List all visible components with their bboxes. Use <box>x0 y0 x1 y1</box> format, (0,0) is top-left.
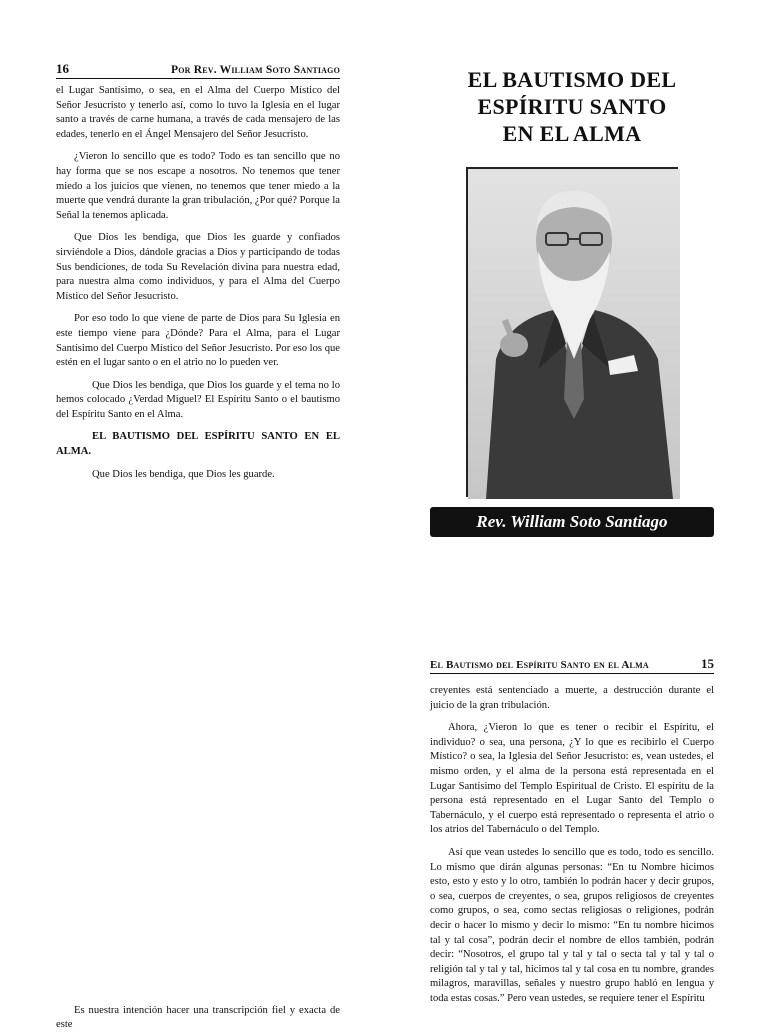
paragraph: Que Dios les bendiga, que Dios los guarde y el tema no lo hemos colocado ¿Verdad Miguel? El Espíritu Santo o el bautismo del Espíritu Santo en el Alma. <box>56 379 340 420</box>
right-page <box>430 656 714 1014</box>
running-head: El Bautismo del Espíritu Santo en el Alma <box>430 659 649 671</box>
running-head: Por Rev. William Soto Santiago <box>171 64 340 76</box>
paragraph: Ahora, ¿Vieron lo que es tener o recibir el Espíritu, el individuo? o sea, una persona, ¿Y lo que es recibirlo el Cuerpo Místico? o sea, la Iglesia del Señor Jesucristo: es, vean ustedes, el mismo orden, y el alma de la persona está representada en el Lugar Santísimo del Templo Espiritual de Cristo. El espíritu de la persona está representado en el Lugar Santo del Templo o Tabernáculo, y el cuerpo está representado o representa el atrio o los atrios del Tabernáculo o del Templo. <box>430 722 714 836</box>
page-number: 16 <box>56 61 69 76</box>
footnote: Es nuestra intención hacer una transcripción fiel y exacta de este <box>56 1005 340 1030</box>
paragraph: Así que vean ustedes lo sencillo que es todo, todo es sencillo. Lo mismo que dirán algunas personas: “En tu Nombre hicimos esto, esto y esto y lo otro, también lo podrán hacer y decir grupos, o sea, cuerpos de creyentes, o sea, grupos religiosos de creyentes como grupos, o sea, como sectas religiosas o religiones, podrán decir o hacer lo mismo y decir lo mismo: “En tu nombre hicimos tal y tal cosa”, podrán decir el nombre de ellos también, podrán decir: “Nosotros, el grupo tal y tal y tal o secta tal y tal y tal o religión tal y tal y tal, hicimos tal y tal cosa en tu nombre, grandes milagros, maravillas, señales y nuestro grupo habló en lengua y toda estas cosas.” Pero vean ustedes, se requiere tener el Espíritu <box>430 846 714 1004</box>
cover-title-line: EN EL ALMA <box>502 121 642 146</box>
author-name-bar: Rev. William Soto Santiago <box>430 507 714 537</box>
paragraph: Por eso todo lo que viene de parte de Dios para Su Iglesia en este tiempo viene para ¿Dónde? Para el Alma, para el Lugar Santísimo del Cuerpo Místico del Señor Jesucristo. Por eso los que estén en el lugar santo o en el atrio no lo pueden ver. <box>56 313 340 369</box>
cover-title-line: ESPÍRITU SANTO <box>477 94 667 119</box>
author-photo <box>466 167 678 497</box>
left-page <box>56 61 340 490</box>
author-portrait-image <box>468 169 680 499</box>
cover <box>430 66 714 537</box>
page-number: 15 <box>701 656 714 671</box>
paragraph: creyentes está sentenciado a muerte, a destrucción durante el juicio de la gran tribulación. <box>430 685 714 711</box>
right-page-header <box>430 656 714 674</box>
paragraph: el Lugar Santísimo, o sea, en el Alma del Cuerpo Místico del Señor Jesucristo y tenerlo así, como lo tuvo la Iglesia en el lugar santo a través de carne humana, a través de cada mensajero de las edades, tenerlo en el Ángel Mensajero del Señor Jesucristo. <box>56 85 340 140</box>
left-page-body <box>56 84 340 482</box>
right-page-body <box>430 684 714 1006</box>
paragraph: Que Dios les bendiga, que Dios les guarde y confiados sirviéndole a Dios, dándole gracias a Dios y participando de todas Sus bendiciones, de toda Su Revelación divina para nuestra edad, para nuestra alma como individuos, y para el Alma del Cuerpo Místico del Señor Jesucristo. <box>56 232 340 302</box>
left-page-header <box>56 61 340 79</box>
closing-line: Que Dios les bendiga, que Dios les guarde. <box>92 468 275 480</box>
section-heading: EL BAUTISMO DEL ESPÍRITU SANTO EN EL ALMA. <box>56 431 340 458</box>
paragraph: ¿Vieron lo sencillo que es todo? Todo es tan sencillo que no hay forma que se nos escape a nosotros. No tenemos que tener miedo a los juicios que vienen, no tenemos que tener miedo a la muerte que vendrá durante la gran tribulación, ¿Por qué? Porque la Señal la tenemos aplicada. <box>56 151 340 221</box>
cover-title <box>430 66 714 147</box>
cover-title-line: EL BAUTISMO DEL <box>467 67 677 92</box>
